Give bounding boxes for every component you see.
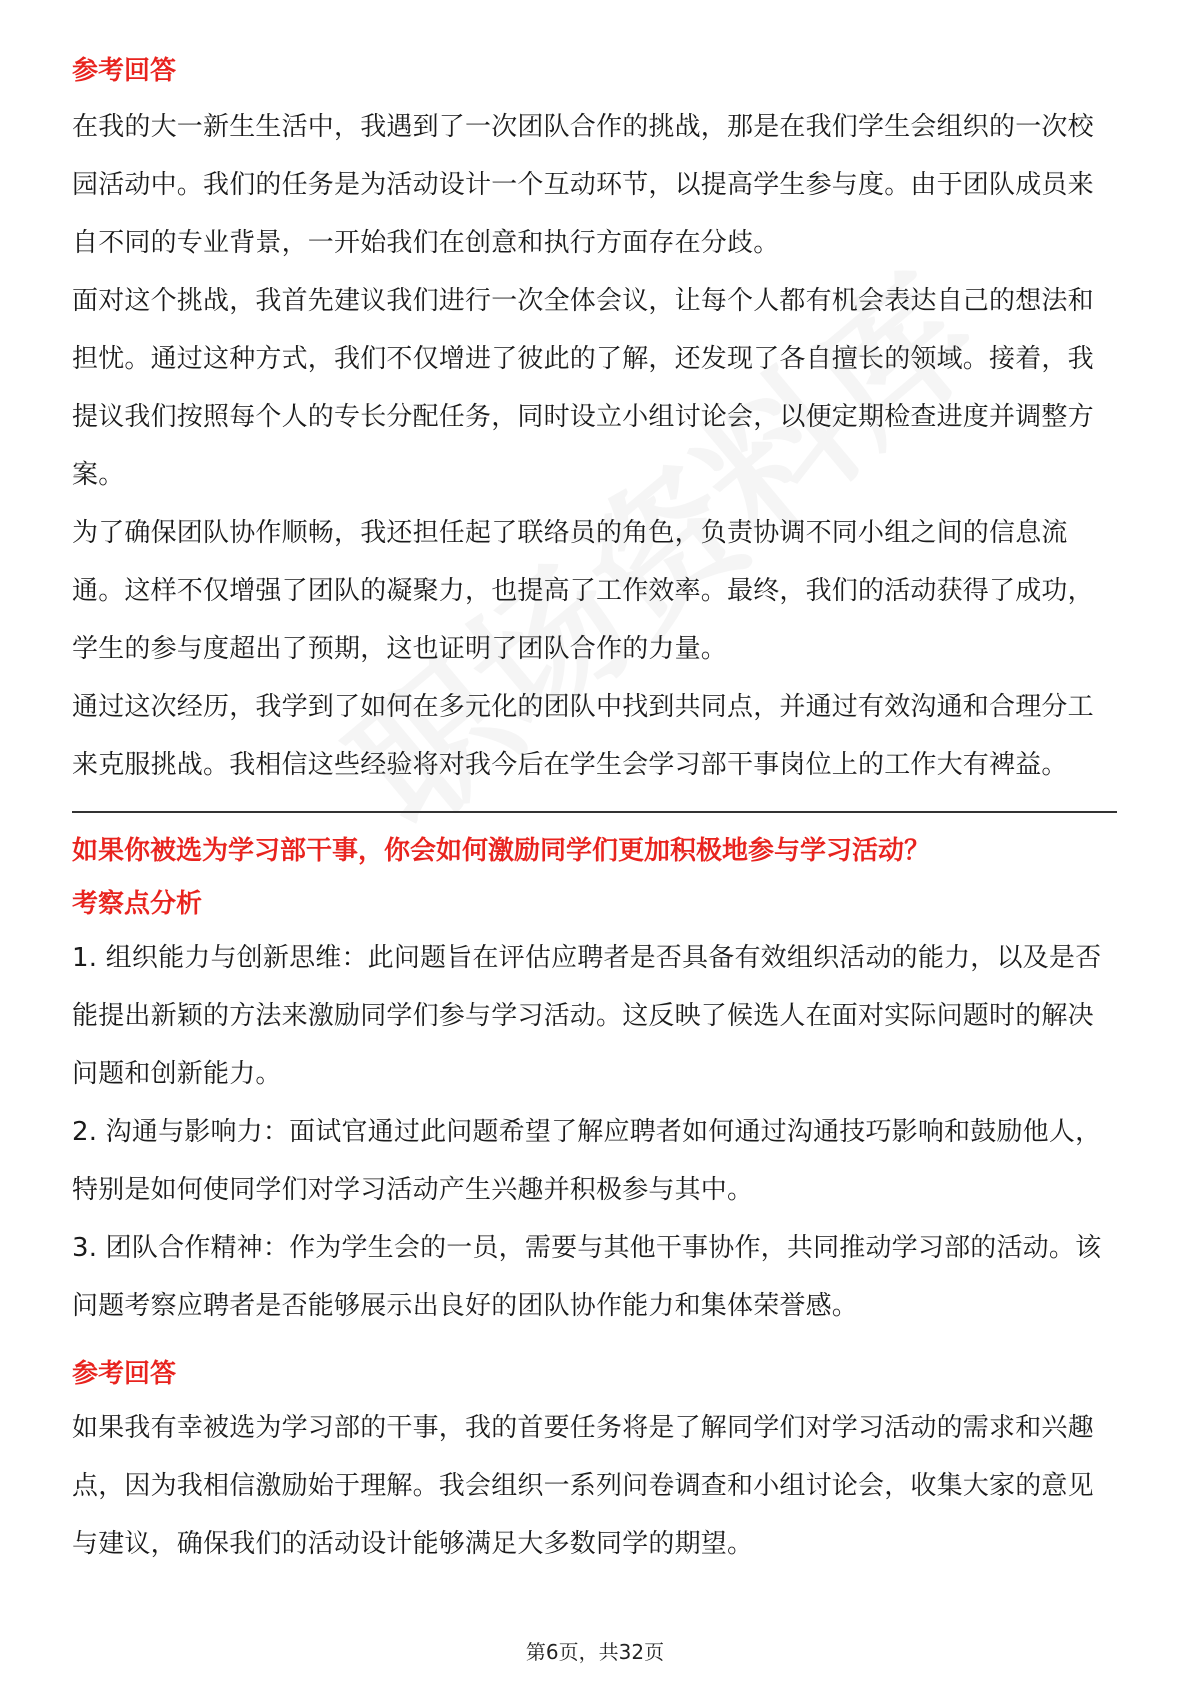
question-heading: 如果你被选为学习部干事，你会如何激励同学们更加积极地参与学习活动？ bbox=[72, 836, 931, 866]
analysis-point: 2. 沟通与影响力：面试官通过此问题希望了解应聘者如何通过沟通技巧影响和鼓励他人，特别是如何使同学们对学习活动产生兴趣并积极参与其中。 bbox=[72, 1117, 1102, 1205]
answer-paragraph: 为了确保团队协作顺畅，我还担任起了联络员的角色，负责协调不同小组之间的信息流通。这样不仅增强了团队的凝聚力，也提高了工作效率。最终，我们的活动获得了成功，学生的参与度超出了预期，这也证明了团队合作的力量。 bbox=[72, 518, 1094, 664]
page-content bbox=[72, 50, 1117, 1573]
reference-answer-heading-1: 参考回答 bbox=[72, 56, 177, 86]
analysis-heading: 考察点分析 bbox=[72, 889, 203, 919]
answer-paragraph: 通过这次经历，我学到了如何在多元化的团队中找到共同点，并通过有效沟通和合理分工来克服挑战。我相信这些经验将对我今后在学生会学习部干事岗位上的工作大有裨益。 bbox=[72, 692, 1094, 780]
section-divider bbox=[72, 811, 1117, 813]
page-number: 第6页，共32页 bbox=[525, 1640, 665, 1664]
answer-paragraph: 面对这个挑战，我首先建议我们进行一次全体会议，让每个人都有机会表达自己的想法和担忧。通过这种方式，我们不仅增进了彼此的了解，还发现了各自擅长的领域。接着，我提议我们按照每个人的专长分配任务，同时设立小组讨论会，以便定期检查进度并调整方案。 bbox=[72, 286, 1094, 490]
answer-paragraph: 在我的大一新生生活中，我遇到了一次团队合作的挑战，那是在我们学生会组织的一次校园活动中。我们的任务是为活动设计一个互动环节，以提高学生参与度。由于团队成员来自不同的专业背景，一开始我们在创意和执行方面存在分歧。 bbox=[72, 112, 1094, 258]
analysis-point: 3. 团队合作精神：作为学生会的一员，需要与其他干事协作，共同推动学习部的活动。该问题考察应聘者是否能够展示出良好的团队协作能力和集体荣誉感。 bbox=[72, 1233, 1102, 1321]
analysis-point: 1. 组织能力与创新思维：此问题旨在评估应聘者是否具备有效组织活动的能力，以及是否能提出新颖的方法来激励同学们参与学习活动。这反映了候选人在面对实际问题时的解决问题和创新能力。 bbox=[72, 943, 1102, 1089]
reference-answer-heading-2: 参考回答 bbox=[72, 1359, 177, 1389]
answer-paragraph: 如果我有幸被选为学习部的干事，我的首要任务将是了解同学们对学习活动的需求和兴趣点，因为我相信激励始于理解。我会组织一系列问卷调查和小组讨论会，收集大家的意见与建议，确保我们的活动设计能够满足大多数同学的期望。 bbox=[72, 1413, 1094, 1559]
